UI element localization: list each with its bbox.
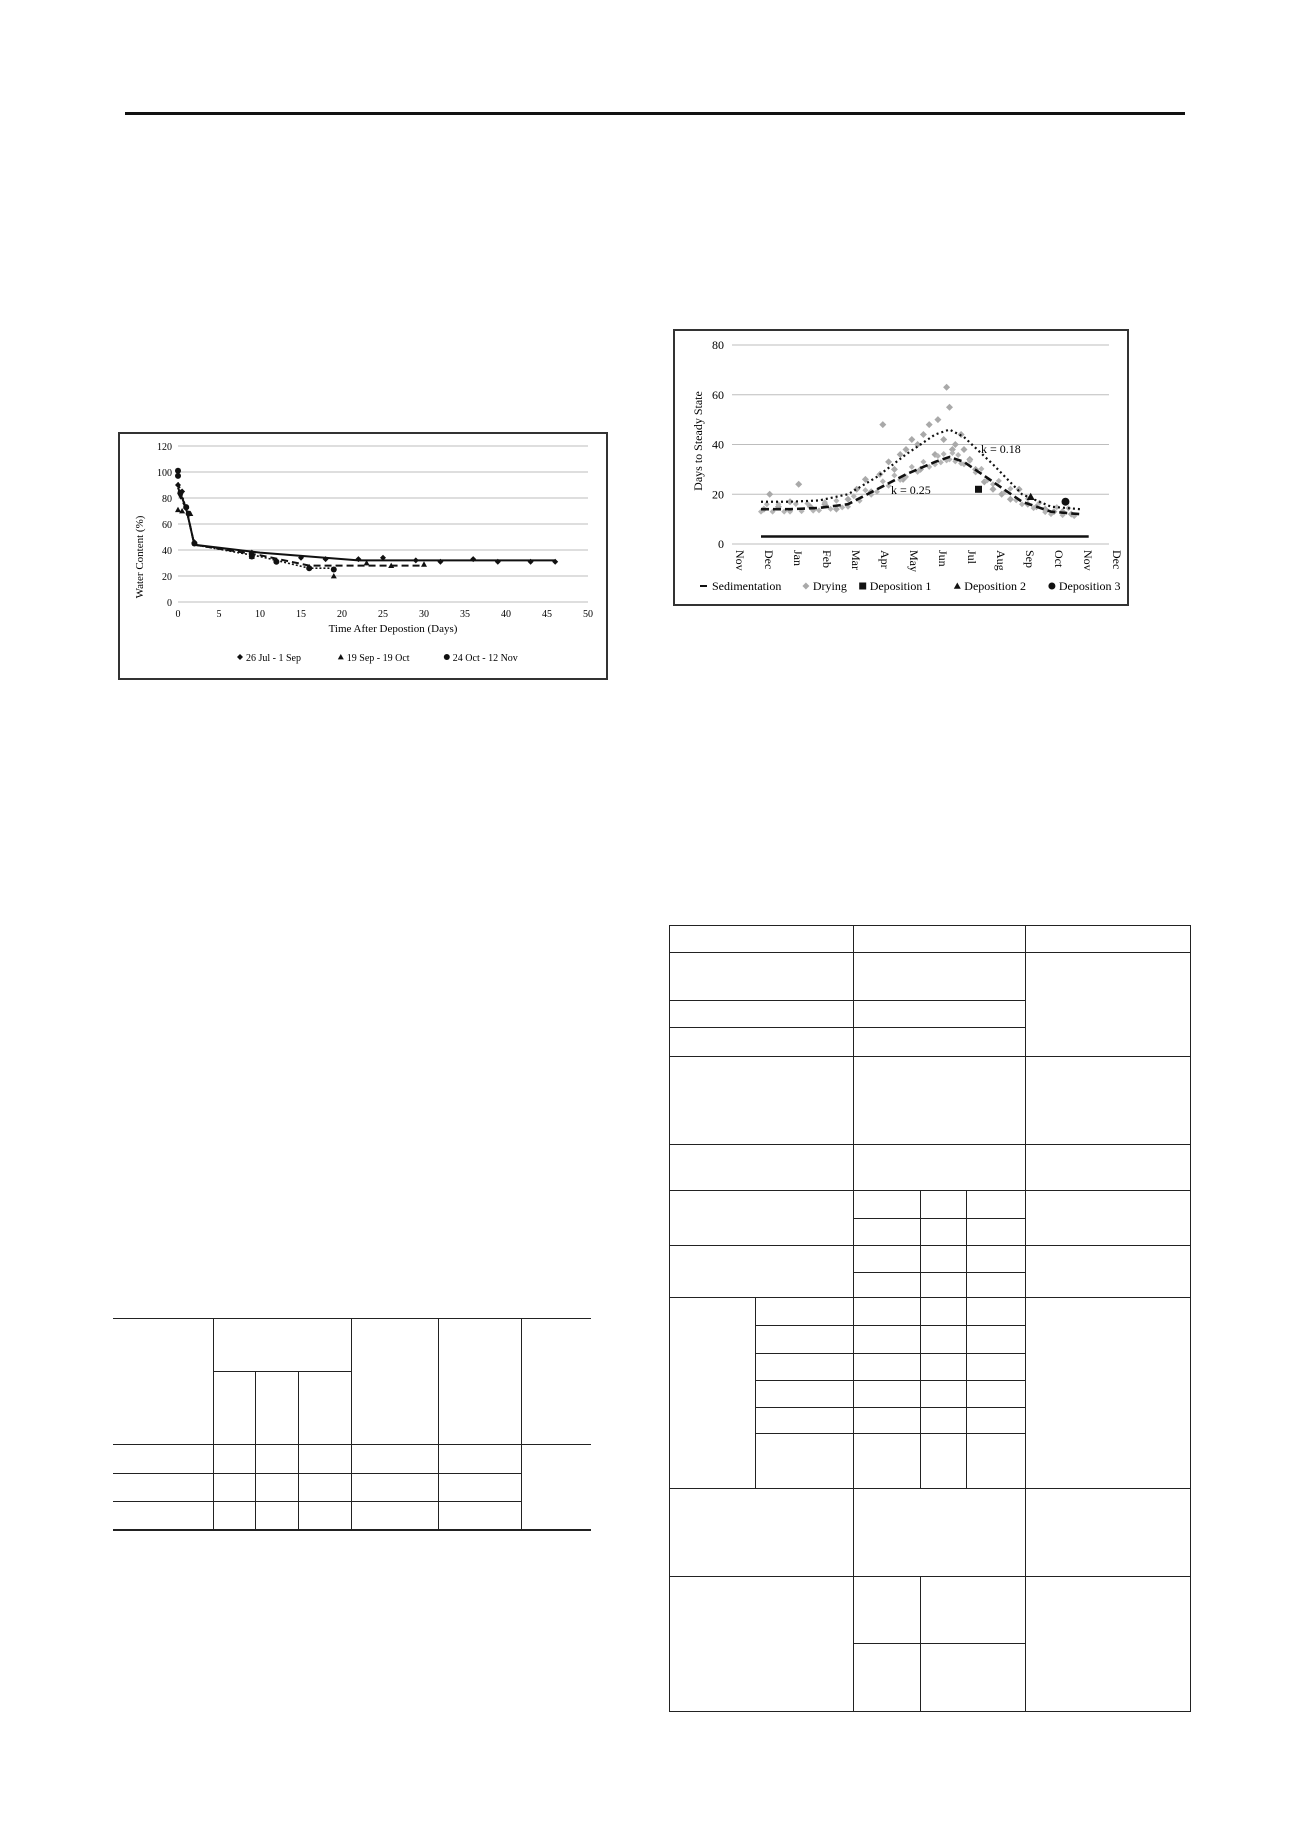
drying-point xyxy=(941,451,947,457)
table-rule xyxy=(113,1501,521,1502)
plot-area xyxy=(712,338,1124,572)
legend-marker xyxy=(954,583,961,589)
drying-point xyxy=(879,421,886,428)
y-tick-label: 40 xyxy=(712,437,724,452)
table-rule xyxy=(438,1318,439,1530)
table-rule xyxy=(669,1245,1190,1246)
table-rule xyxy=(669,1711,1190,1712)
table-rule xyxy=(1190,925,1191,1712)
data-point xyxy=(186,511,192,517)
data-point xyxy=(249,554,255,560)
drying-point xyxy=(891,472,897,478)
table-rule xyxy=(669,1190,1190,1191)
y-tick-label: 20 xyxy=(712,487,724,502)
table-rule xyxy=(755,1297,756,1488)
legend-marker xyxy=(237,654,243,660)
legend-label: Sedimentation xyxy=(712,579,782,593)
table-rule xyxy=(669,1297,1190,1298)
water-content-chart-svg xyxy=(120,434,606,678)
table-rule xyxy=(669,1488,1190,1489)
steady-state-chart-svg xyxy=(675,331,1127,604)
legend-label: Deposition 3 xyxy=(1058,579,1121,593)
legend xyxy=(700,579,1121,593)
y-tick-label: 100 xyxy=(157,468,172,479)
y-axis-label: Water Content (%) xyxy=(134,515,146,599)
legend-marker xyxy=(444,654,450,660)
x-tick-label: Aug xyxy=(994,550,1008,571)
drying-point xyxy=(862,487,868,493)
table-rule xyxy=(669,925,670,1711)
data-point xyxy=(175,468,181,474)
x-tick-label: Sep xyxy=(1023,550,1037,568)
table-rule xyxy=(920,1190,921,1297)
legend-label: 26 Jul - 1 Sep xyxy=(246,653,301,664)
x-tick-label: Nov xyxy=(733,550,747,571)
table-rule xyxy=(853,1272,1025,1273)
drying-point xyxy=(908,436,915,443)
steady-state-chart xyxy=(673,329,1129,606)
water-content-chart xyxy=(118,432,608,680)
annotation-k018: k = 0.18 xyxy=(981,442,1021,456)
x-tick-label: Jul xyxy=(965,550,979,565)
x-tick-label: Jan xyxy=(791,550,805,566)
x-tick-label: 35 xyxy=(460,609,470,620)
x-tick-label: Jun xyxy=(936,550,950,567)
table-rule xyxy=(113,1444,591,1445)
drying-point xyxy=(795,481,802,488)
drying-point xyxy=(955,452,961,458)
x-axis-label: Time After Depostion (Days) xyxy=(328,623,458,635)
table-rule xyxy=(113,1318,591,1319)
drying-point xyxy=(766,491,773,498)
y-tick-label: 60 xyxy=(162,520,172,531)
table-rule xyxy=(755,1433,1025,1434)
table-rule xyxy=(669,1027,1025,1028)
legend-marker xyxy=(338,654,344,659)
table-rule xyxy=(669,952,1190,953)
fit-line xyxy=(178,482,334,568)
y-tick-label: 40 xyxy=(162,546,172,557)
data-point xyxy=(191,541,197,547)
x-tick-label: Nov xyxy=(1081,550,1095,571)
table-rule xyxy=(669,1144,1190,1145)
drying-point xyxy=(934,416,941,423)
x-tick-label: 20 xyxy=(337,609,347,620)
table-rule xyxy=(213,1318,214,1530)
fit-line xyxy=(178,493,424,566)
table-rule xyxy=(853,925,854,1711)
legend-label: 19 Sep - 19 Oct xyxy=(346,653,410,664)
deposition1-point xyxy=(975,486,982,493)
legend xyxy=(237,653,518,664)
table-rule xyxy=(113,1473,521,1474)
table-rule xyxy=(920,1576,921,1711)
drying-point xyxy=(880,478,886,484)
drying-point xyxy=(920,459,926,465)
x-tick-label: 0 xyxy=(175,609,181,620)
x-tick-label: 5 xyxy=(216,609,222,620)
y-tick-label: 20 xyxy=(162,572,172,583)
drying-point xyxy=(961,446,968,453)
plot-area xyxy=(157,442,593,620)
table-rule xyxy=(853,1218,1025,1219)
y-tick-label: 0 xyxy=(167,598,172,609)
x-tick-label: 40 xyxy=(501,609,511,620)
y-tick-label: 80 xyxy=(712,338,724,352)
table-rule xyxy=(351,1318,352,1530)
table-rule xyxy=(113,1529,591,1531)
drying-point xyxy=(940,436,947,443)
x-tick-label: 45 xyxy=(542,609,552,620)
legend-marker xyxy=(859,583,866,590)
y-tick-label: 120 xyxy=(157,442,172,453)
data-point xyxy=(306,565,312,571)
x-tick-label: Dec xyxy=(762,550,776,570)
table-rule xyxy=(966,1297,967,1488)
table-rule xyxy=(755,1380,1025,1381)
y-tick-label: 80 xyxy=(162,494,172,505)
data-point xyxy=(421,561,427,566)
data-point xyxy=(413,557,419,563)
table-rule xyxy=(669,1576,1190,1577)
drying-point xyxy=(909,464,915,470)
table-rule xyxy=(853,1643,1025,1644)
table-rule xyxy=(521,1318,522,1530)
x-tick-label: Feb xyxy=(820,550,834,568)
x-tick-label: Dec xyxy=(1110,550,1124,570)
drying-point xyxy=(1019,501,1025,507)
legend-marker xyxy=(802,583,809,590)
drying-point xyxy=(891,466,898,473)
data-point xyxy=(177,490,183,496)
data-point xyxy=(183,504,189,510)
drying-point xyxy=(943,384,950,391)
x-tick-label: 15 xyxy=(296,609,306,620)
x-tick-label: 25 xyxy=(378,609,388,620)
legend-label: Deposition 2 xyxy=(964,579,1026,593)
x-tick-label: 30 xyxy=(419,609,429,620)
drying-point xyxy=(926,421,933,428)
y-tick-label: 60 xyxy=(712,387,724,402)
legend-marker xyxy=(1048,583,1055,590)
table-rule xyxy=(920,1297,921,1488)
table-rule xyxy=(755,1325,1025,1326)
legend-label: 24 Oct - 12 Nov xyxy=(452,653,518,664)
header-rule xyxy=(125,112,1185,115)
table-rule xyxy=(1025,925,1026,1711)
data-point xyxy=(331,567,337,573)
legend-label: Deposition 1 xyxy=(869,579,932,593)
data-point xyxy=(175,473,181,479)
x-tick-label: Mar xyxy=(849,550,863,570)
data-point xyxy=(175,507,181,512)
drying-point xyxy=(897,451,904,458)
table-rule xyxy=(669,1000,1025,1001)
drying-point xyxy=(1016,486,1023,493)
table-rule xyxy=(298,1371,299,1530)
table-rule xyxy=(669,925,1190,926)
x-tick-label: 50 xyxy=(583,609,593,620)
table-rule xyxy=(966,1190,967,1297)
drying-point xyxy=(946,404,953,411)
deposition3-point xyxy=(1062,498,1070,506)
table-rule xyxy=(213,1371,351,1372)
table-rule xyxy=(255,1371,256,1530)
drying-point xyxy=(920,431,927,438)
drying-point xyxy=(885,458,892,465)
x-tick-label: Apr xyxy=(878,550,892,569)
y-axis-label: Days to Steady State xyxy=(691,391,705,491)
annotation-k025: k = 0.25 xyxy=(891,483,931,497)
table-rule xyxy=(755,1353,1025,1354)
data-point xyxy=(273,559,279,565)
table-rule xyxy=(669,1056,1190,1057)
y-tick-label: 0 xyxy=(718,537,724,551)
drying-point xyxy=(833,498,839,504)
legend-label: Drying xyxy=(812,579,847,593)
table-rule xyxy=(755,1407,1025,1408)
x-tick-label: 10 xyxy=(255,609,265,620)
x-tick-label: Oct xyxy=(1052,550,1066,568)
x-tick-label: May xyxy=(907,550,921,572)
drying-point xyxy=(1007,496,1014,503)
